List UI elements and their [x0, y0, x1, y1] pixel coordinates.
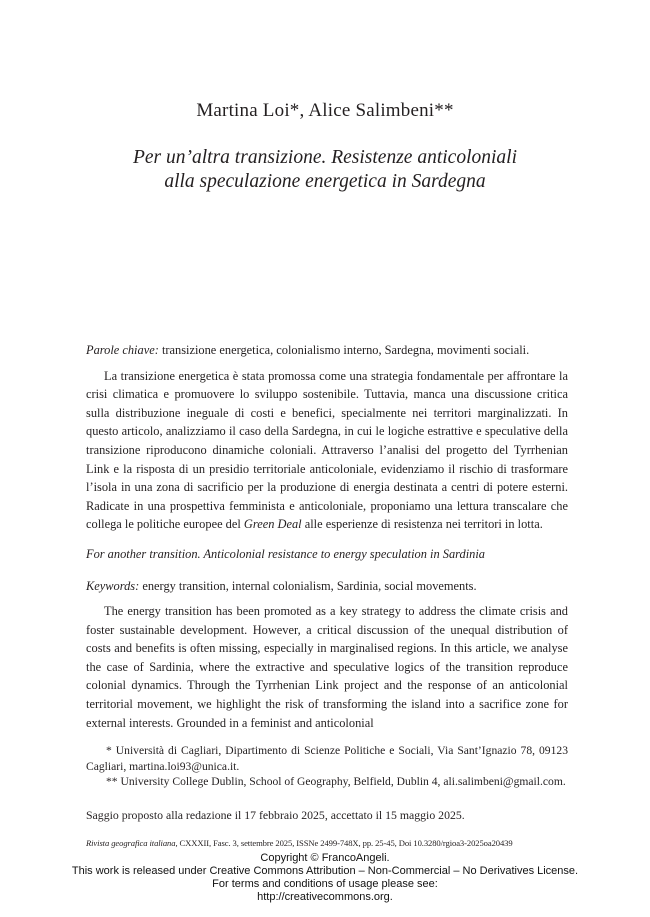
license-line-1: Copyright © FrancoAngeli. [260, 852, 390, 864]
title-line-2: alla speculazione energetica in Sardegna [164, 171, 486, 192]
english-abstract [86, 602, 568, 732]
authors: Martina Loi*, Alice Salimbeni** [196, 100, 454, 121]
abstract-it-part2: alle esperienze di resistenza nei territori in lotta. [304, 517, 543, 532]
license-line-2: This work is released under Creative Commons Attribution – Non-Commercial – No Derivatives License. [71, 865, 579, 877]
english-title: For another transition. Anticolonial resistance to energy speculation in Sardinia [86, 547, 485, 561]
footnote-2: ** University College Dublin, School of Geography, Belfield, Dublin 4, ali.salimbeni@gmail.com. [106, 775, 566, 788]
abstract-it-part1: La transizione energetica è stata promossa come una strategia fondamentale per affrontare la crisi climatica e promuovere lo sviluppo sostenibile. Tuttavia, manca una discussione critica sulla distribuzione ineguale di costi e benefici, specialmente nei territori marginalizzati. In questo articolo, analizziamo il caso della Sardegna, in cui le logiche estrattive e speculative della transizione riproducono dinamiche coloniali. Attraverso l’analisi del progetto del Tyrrhenian Link e la risposta di un presidio territoriale anticoloniale, evidenziamo il rischio di trasformare l’isola in una zona di sacrificio per la produzione di energia destinata a centri di potere esterni. Radicate in una prospettiva femminista e anticoloniale, proponiamo una lettura transcalare che collega le politiche europee del [86, 368, 568, 532]
citation-details: , CXXXII, Fasc. 3, settembre 2025, ISSNe 2499-748X, pp. 25-45, Doi 10.3280/rgioa3-2025oa20439 [175, 838, 513, 848]
license-line-3: For terms and conditions of usage please see: [212, 878, 438, 890]
keywords-en: energy transition, internal colonialism, Sardinia, social movements. [142, 579, 477, 593]
license-notice [0, 852, 650, 904]
journal-citation [86, 838, 568, 848]
keywords-it: transizione energetica, colonialismo interno, Sardegna, movimenti sociali. [161, 343, 530, 357]
english-keywords [86, 577, 568, 596]
abstract-it-italic: Green Deal [243, 517, 302, 532]
footnote-1: * Università di Cagliari, Dipartimento di Scienze Politiche e Sociali, Via Sant’Ignazio 78, 09123 Cagliari, martina.loi93@unica.it. [86, 744, 568, 773]
article-title [0, 146, 650, 194]
abstract-en-text: The energy transition has been promoted as a key strategy to address the climate crisis and foster sustainable development. However, a critical discussion of the unequal distribution of costs and benefits is often missing, especially in marginalised regions. In this article, we analyse the case of Sardinia, where the extractive and speculative logics of the transition reproduce colonial dynamics. Through the Tyrrhenian Link project and the response of an anticolonial territorial movement, we highlight the risk of transforming the island into a sacrifice zone for external interests. Grounded in a feminist and anticolonial [86, 604, 568, 730]
journal-name: Rivista geografica italiana [86, 838, 176, 848]
submission-note: Saggio proposto alla redazione il 17 febbraio 2025, accettato il 15 maggio 2025. [86, 808, 465, 822]
keywords-label-it: Parole chiave: [86, 343, 159, 357]
keywords-label-en: Keywords: [86, 579, 140, 593]
italian-keywords [86, 341, 568, 360]
title-line-1: Per un’altra transizione. Resistenze anticoloniali [132, 147, 517, 168]
italian-abstract [86, 341, 568, 534]
license-link[interactable]: http://creativecommons.org. [257, 891, 393, 903]
abstract-it-text [86, 367, 568, 534]
